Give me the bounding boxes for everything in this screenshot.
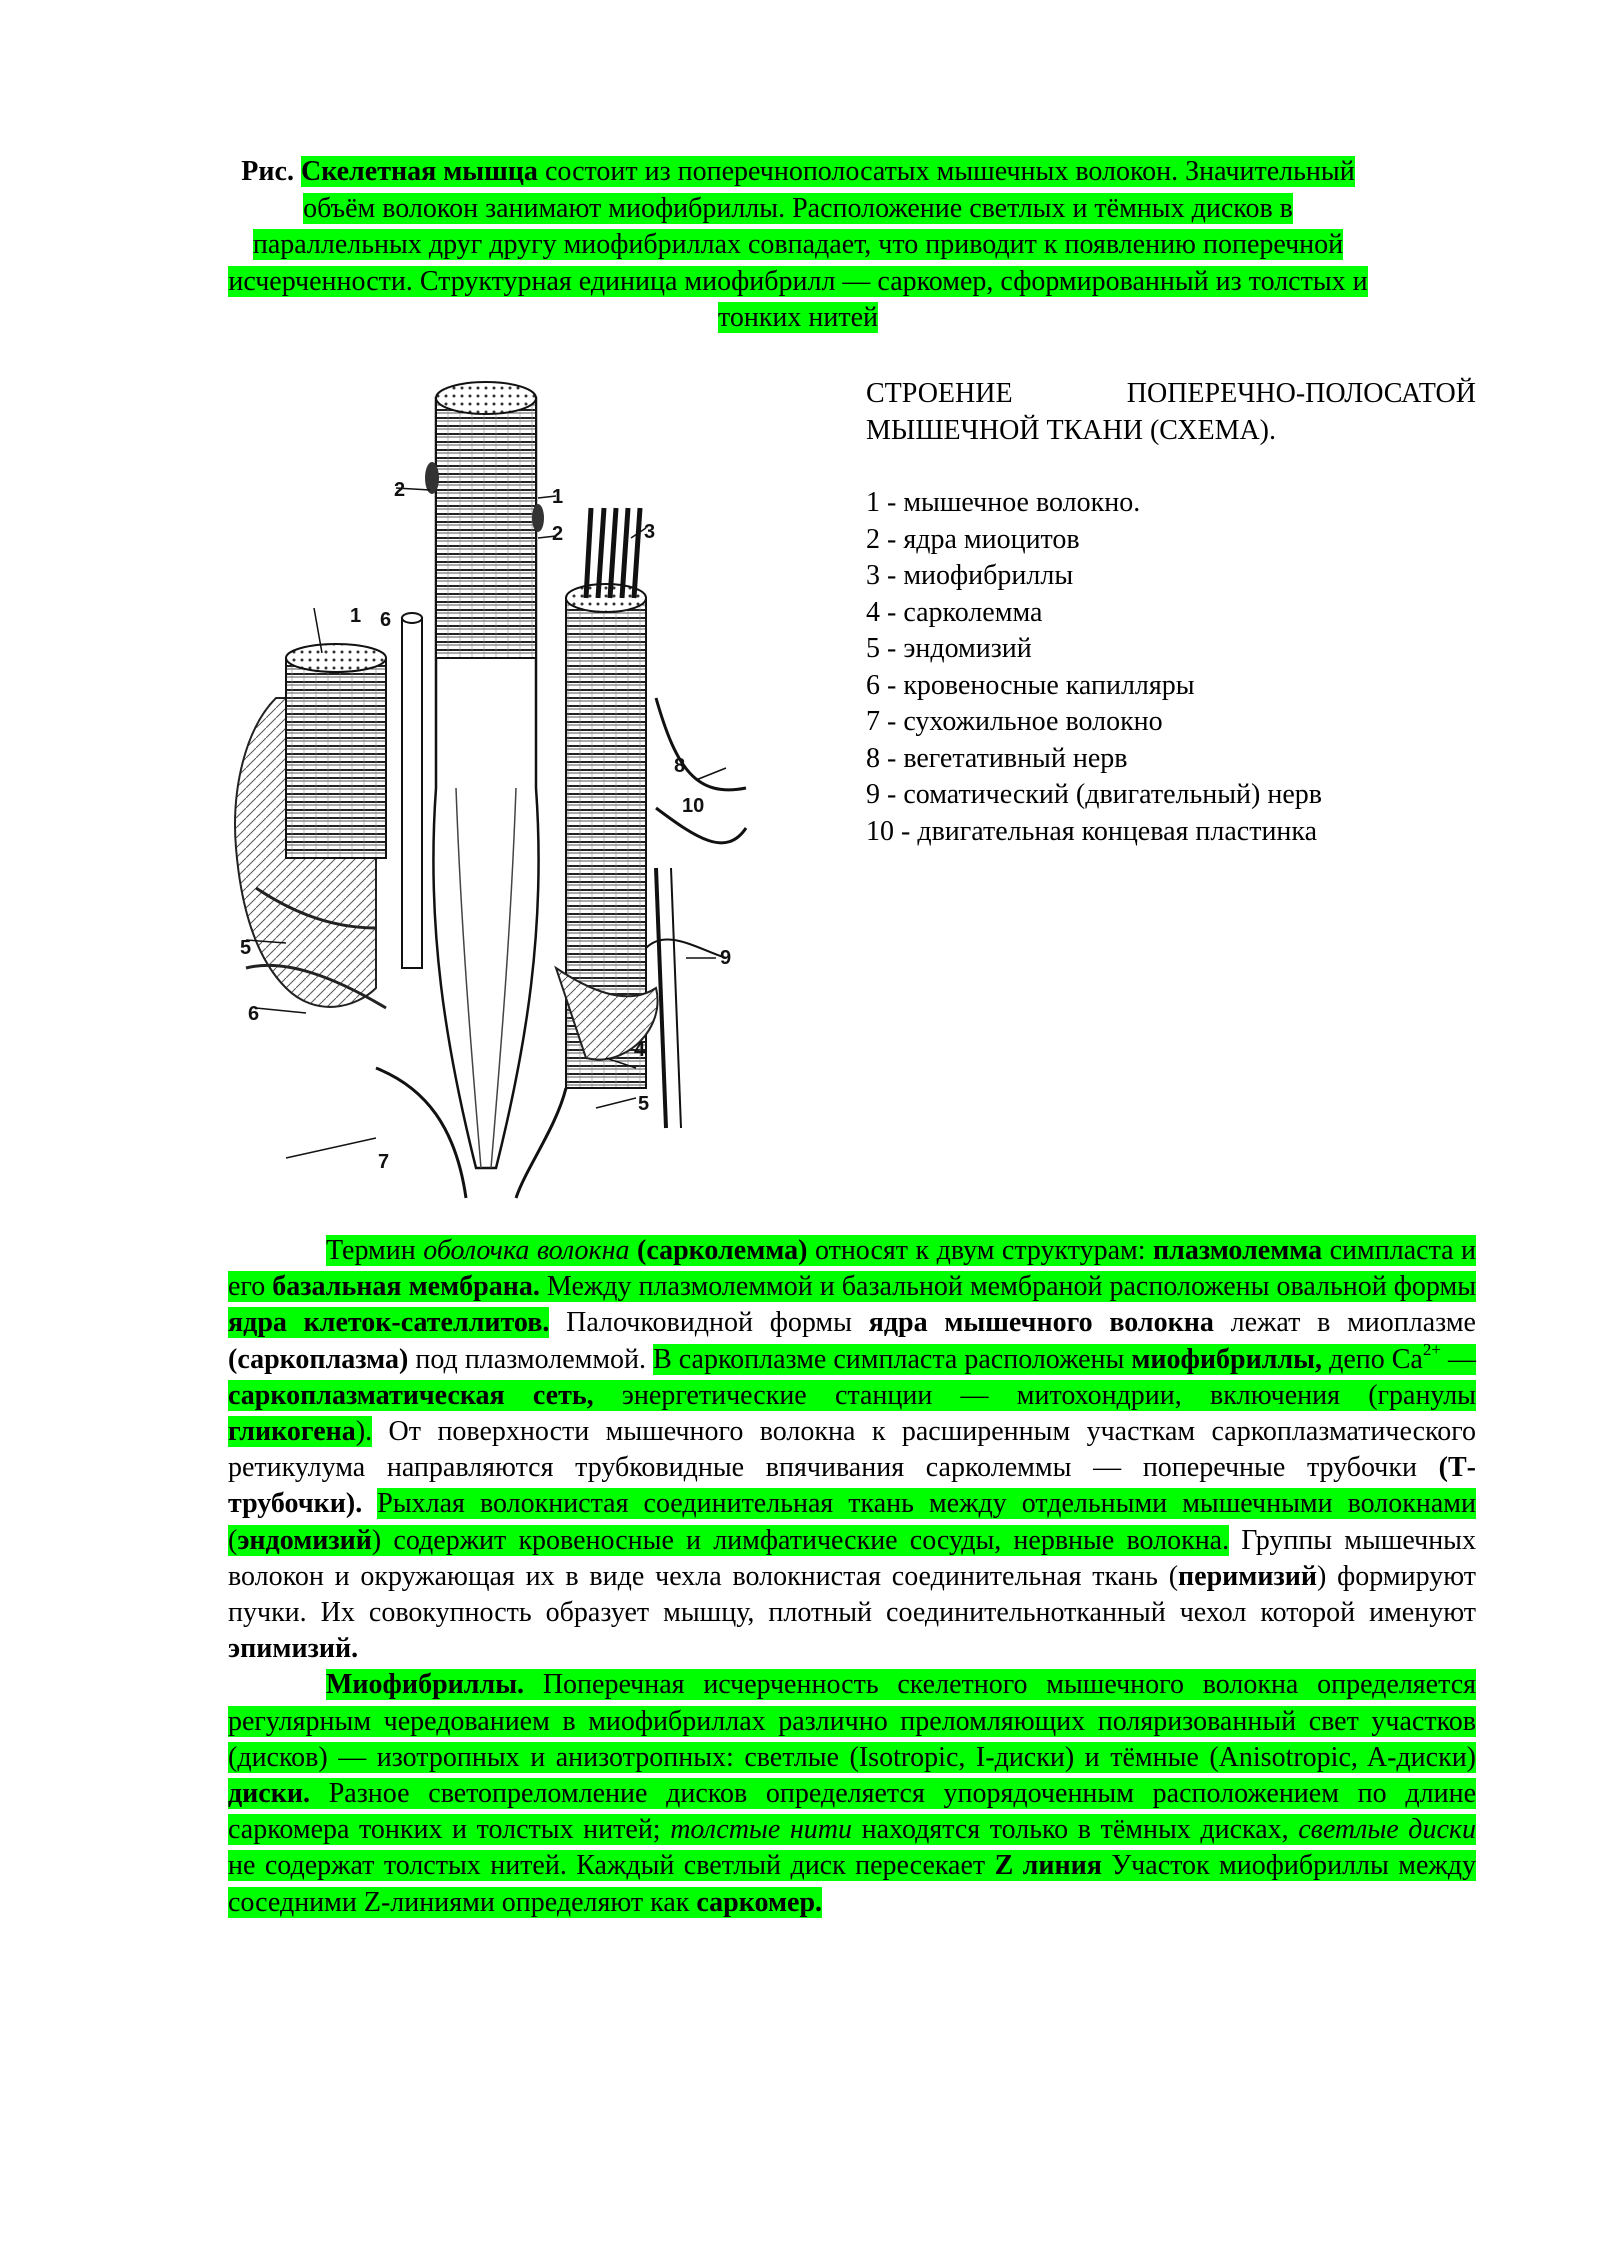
text: ) содержит кровеносные и лимфатические сосуды, нервные волокна.	[371, 1524, 1230, 1556]
term-bold: перимизий	[1178, 1560, 1318, 1592]
text: находятся только в тёмных дисках,	[852, 1814, 1299, 1846]
legend-item: 6 - кровеносные капилляры	[866, 669, 1195, 701]
figure-label-1b: 1	[552, 486, 564, 508]
text: энергетические станции — митохондрии, включения (гранулы	[593, 1379, 1476, 1411]
term-bold: саркомер.	[696, 1886, 823, 1918]
legend-item: 10 - двигательная концевая пластинка	[866, 815, 1318, 847]
figure-label-9: 9	[720, 947, 732, 969]
term-bold: саркоплазматическая сеть,	[228, 1379, 594, 1411]
legend-item: 9 - соматический (двигательный) нерв	[866, 779, 1322, 810]
caption-title: Скелетная мышца	[300, 156, 538, 187]
term-bold: Миофибриллы.	[326, 1669, 525, 1701]
term-bold: плазмолемма	[1153, 1235, 1323, 1266]
term-bold: базальная мембрана.	[272, 1271, 540, 1303]
term-bold: .	[542, 1307, 550, 1339]
legend-item: 4 - сарколемма	[866, 596, 1043, 628]
text: Рыхлая волокнистая соединительная ткань между отдельными мышечными волокнами (	[228, 1488, 1476, 1556]
term-bold: эндомизий	[237, 1524, 372, 1556]
figure-label-6: 6	[248, 1003, 260, 1025]
figure-label-6b: 6	[380, 609, 392, 631]
legend-item: 8 - вегетативный нерв	[866, 742, 1128, 774]
term-bold: (Т-трубочки).	[228, 1452, 1476, 1520]
text: депо Ca	[1322, 1343, 1423, 1375]
paragraph-sarcolemma	[228, 1233, 1476, 1667]
figure-label-8: 8	[674, 755, 686, 777]
figure-label-1: 1	[350, 605, 362, 627]
term-bold: (саркоплазма)	[228, 1343, 409, 1375]
paragraph-myofibrils	[228, 1667, 1476, 1920]
text	[630, 1235, 637, 1266]
figure-label-2b: 2	[552, 523, 564, 545]
text: Разное светопреломление дисков определяется упорядоченным расположением по длине саркомера тонких и толстых нитей;	[228, 1778, 1476, 1846]
legend-item: 7 - сухожильное волокно	[866, 706, 1163, 737]
text: лежат в миоплазме	[1213, 1307, 1476, 1339]
legend-item: 1 - мышечное волокно.	[866, 487, 1141, 518]
legend-item: 2 - ядра миоцитов	[866, 523, 1080, 555]
text	[362, 1488, 377, 1519]
legend-heading-line2: МЫШЕЧНОЙ ТКАНИ (СХЕМА).	[866, 414, 1277, 446]
text: Группы мышечных волокон и окружающая их в виде чехла волокнистая соединительная ткань (	[228, 1524, 1476, 1592]
body-text	[228, 1233, 1476, 1921]
term-bold: Z линия	[994, 1850, 1102, 1882]
text: Палочковидной формы	[549, 1307, 869, 1339]
figure-label-5: 5	[240, 937, 252, 959]
legend-item: 5 - эндомизий	[866, 633, 1032, 664]
caption-text: состоит из поперечнополосатых мышечных волокон. Значительный объём волокон занимают миофибриллы. Расположение светлых и тёмных дисков в параллельных друг другу миофибриллах совпадает, что приводит к появлению поперечной исчерченности. Структурная единица миофибрилл — саркомер, сформированный из толстых и тонких нитей	[228, 156, 1368, 333]
figure-label-4: 4	[634, 1039, 646, 1061]
text: симпласта и его	[228, 1235, 1477, 1303]
text: В саркоплазме симпласта расположены	[653, 1343, 1132, 1375]
figure-label-5b: 5	[638, 1093, 650, 1115]
figure-label-3: 3	[644, 521, 656, 543]
text: относят к двум структурам:	[807, 1235, 1154, 1266]
text: Поперечная исчерченность скелетного мышечного волокна определяется регулярным чередованием в миофибриллах различно преломляющих поляризованный свет участков (дисков) — изотропных и анизотропных: светлые (Isotropic, I-диски) и тёмные (Anisotropic, A-диски)	[228, 1669, 1476, 1773]
text: ) формируют пучки. Их совокупность образует мышцу, плотный соединительнотканный чехол которой именуют	[228, 1560, 1476, 1629]
term-bold: гликогена	[228, 1416, 356, 1448]
text: От поверхности мышечного волокна к расширенным участкам саркоплазматического ретикулума направляются трубковидные впячивания сарколеммы — поперечные трубочки	[228, 1416, 1476, 1484]
figure-caption	[228, 154, 1368, 337]
legend-heading-line1: СТРОЕНИЕ ПОПЕРЕЧНО-ПОЛОСАТОЙ	[866, 378, 1476, 409]
figure-label-10: 10	[682, 795, 705, 817]
muscle-tissue-illustration	[226, 368, 764, 1208]
text: —	[1440, 1343, 1476, 1375]
superscript: 2+	[1422, 1339, 1441, 1359]
legend-item: 3 - миофибриллы	[866, 560, 1074, 591]
figure-label-2: 2	[394, 479, 406, 501]
text: Между плазмолеммой и базальной мембраной расположены овальной формы	[539, 1271, 1477, 1303]
text: ).	[355, 1416, 373, 1448]
term-bold: ядра клеток-сателлитов	[228, 1307, 543, 1339]
term-bold: эпимизий.	[228, 1633, 359, 1665]
term-bold: диски.	[228, 1778, 310, 1810]
term-italic: толстые нити	[670, 1814, 853, 1846]
term-italic: светлые диски	[1298, 1814, 1476, 1846]
text: не содержат толстых нитей. Каждый светлый диск пересекает	[228, 1850, 995, 1882]
caption-fig-label: Рис.	[241, 156, 294, 187]
text: Участок миофибриллы между соседними Z-линиями определяют как	[228, 1850, 1477, 1918]
term-italic: оболочка волокна	[423, 1235, 630, 1266]
figure-legend	[866, 376, 1476, 850]
caption-highlight	[228, 156, 1367, 333]
figure-label-7: 7	[378, 1151, 390, 1173]
muscle-tissue-drawing	[226, 368, 764, 1208]
term-bold: (сарколемма)	[637, 1235, 808, 1266]
term-bold: миофибриллы,	[1131, 1343, 1323, 1375]
text: под плазмолеммой.	[408, 1343, 654, 1375]
term-bold: ядра мышечного волокна	[868, 1307, 1214, 1339]
p2-highlight	[228, 1669, 1476, 1917]
text: Термин	[326, 1235, 424, 1266]
